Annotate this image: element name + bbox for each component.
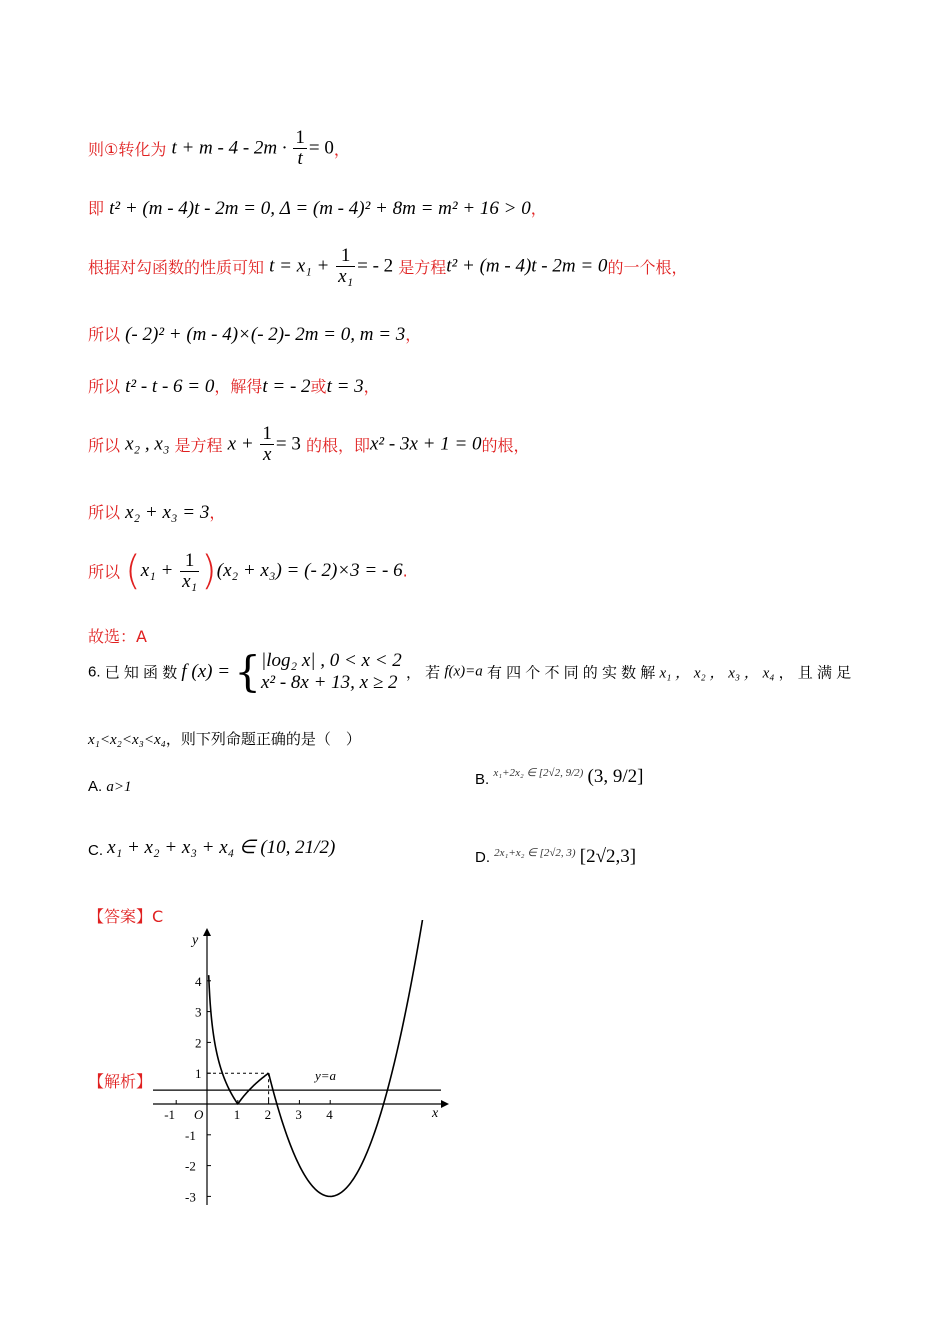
math-expression: x₂ + x₃ = 3: [125, 502, 210, 523]
text: 所以: [88, 503, 121, 522]
curves: [153, 920, 441, 1196]
line-1: [88, 128, 350, 169]
y-tick-label: 4: [195, 973, 202, 989]
text: ，: [333, 140, 350, 159]
y-tick-label: -2: [185, 1158, 196, 1174]
math-expression: (- 2)² + (m - 4)×(- 2)- 2m = 0, m = 3: [125, 324, 406, 345]
line-5: [88, 374, 380, 398]
x-tick-label: 4: [326, 1107, 333, 1122]
text: 的一个根，: [607, 258, 688, 277]
text: 是方程: [174, 436, 223, 455]
right-paren: ): [201, 548, 217, 594]
fraction: $\frac{1}{\text{x₁}}$: [338, 245, 354, 287]
line-6: [88, 424, 530, 465]
function-graph: [150, 920, 450, 1210]
analysis-label: 【解析】: [88, 1072, 153, 1091]
case-2: x² - 8x + 13, x ≥ 2: [260, 672, 398, 693]
left-paren: (: [125, 548, 141, 594]
math-expression: t² - t - 6 = 0: [125, 376, 215, 397]
option-d[interactable]: D. $^{2x_1+x_2 \in [2√2, 3)}$ [2√2,3]: [475, 846, 637, 867]
text: 所以: [88, 377, 121, 396]
text: ，: [405, 325, 422, 344]
math-expression: t² + (m - 4)t - 2m = 0, Δ = (m - 4)² + 8m = m² + 16 > 0: [109, 198, 531, 219]
text: 有 四 个 不 同 的 实 数 解: [486, 664, 656, 682]
math-expression: x₁ +: [140, 560, 179, 581]
text: 即: [88, 199, 105, 218]
math-expression: x +: [227, 433, 259, 455]
text: 或: [310, 377, 327, 396]
text: 则①转化为: [88, 140, 167, 159]
math-expression: = 0: [308, 137, 334, 159]
math-expression: f(x)=a: [444, 663, 483, 680]
math-expression: (x₂ + x₃) = (- 2)×3 = - 6: [216, 560, 403, 581]
text: 所以: [88, 436, 121, 455]
text: ，: [209, 503, 226, 522]
math-expression: t = - 2: [262, 376, 311, 397]
math-expression: x² - 3x + 1 = 0: [369, 433, 482, 455]
fraction: $\frac{1}{\text{x₁}}$: [182, 549, 198, 592]
x-tick-label: -1: [164, 1107, 176, 1122]
answer-label: 【答案】C: [88, 907, 164, 926]
text: .: [402, 561, 408, 581]
series-log-curve: [209, 975, 269, 1104]
y-tick-label: -3: [185, 1189, 196, 1205]
series-parabola-curve: [269, 920, 425, 1196]
math-expression: f (x) =: [181, 661, 231, 682]
text: ，解得: [214, 377, 263, 396]
y-tick-label: 3: [195, 1004, 202, 1020]
math-expression: t² + (m - 4)t - 2m = 0: [446, 255, 608, 277]
origin-label: O: [194, 1107, 204, 1122]
y-tick-label: 1: [195, 1066, 202, 1082]
text: ，: [363, 377, 380, 396]
question-6: [88, 647, 868, 696]
math-expression: x₁ ， x₂ ， x₃ ， x₄: [659, 665, 775, 682]
fraction: $\frac{1}{x}$: [262, 423, 272, 465]
line-7: [88, 500, 225, 524]
option-b[interactable]: B. $^{x_1+2x_2 \in [2√2, 9/2)}$ (3, 9/2]: [475, 766, 644, 788]
math-expression: x₁<x₂<x₃<x₄: [88, 732, 166, 748]
math-expression: t + m - 4 - 2m ·: [171, 137, 292, 159]
text: 故选：A: [88, 627, 147, 646]
text: 所以: [88, 562, 121, 582]
line-4: [88, 322, 421, 346]
x-tick-label: 3: [295, 1107, 302, 1122]
fraction: $\frac{1}{t}$: [295, 127, 305, 169]
x-axis-label: x: [432, 1106, 439, 1121]
piecewise: { |log₂ x| , 0 < x < 2 x² - 8x + 13, x ≥ 2: [234, 647, 402, 696]
dashed-guide: [207, 1073, 269, 1104]
line-3: [88, 246, 687, 287]
text: ， 若: [405, 664, 441, 682]
math-expression: = - 2: [357, 255, 394, 277]
text: 根据对勾函数的性质可知: [88, 258, 265, 277]
text: ，则下列命题正确的是（ ）: [165, 731, 361, 748]
line-8: [88, 548, 408, 594]
text: ， 且 满 足: [778, 664, 852, 682]
line-2: [88, 196, 547, 220]
math-expression: t = x₁ +: [269, 255, 335, 277]
text: 已 知 函 数: [104, 664, 178, 682]
option-c[interactable]: C. x₁ + x₂ + x₃ + x₄ ∈ (10, 21/2): [88, 837, 336, 859]
text: 的根，即: [305, 436, 370, 455]
math-expression: x₂ , x₃: [125, 433, 170, 455]
math-expression: t = 3: [326, 376, 364, 397]
text: 是方程: [398, 258, 447, 277]
text: ，: [530, 199, 547, 218]
y-tick-label: 2: [195, 1035, 202, 1051]
x-tick-label: 1: [233, 1107, 241, 1122]
choose-line: [88, 624, 147, 647]
case-1: |log₂ x| , 0 < x < 2: [260, 650, 402, 671]
y-axis-label: y: [192, 933, 199, 948]
text: 所以: [88, 325, 121, 344]
x-axis-arrow: [441, 1100, 449, 1108]
question-number: 6.: [88, 663, 101, 681]
ticks: [164, 974, 333, 1205]
x-tick-label: 2: [264, 1107, 272, 1122]
y-tick-label: -1: [185, 1127, 196, 1143]
line-annotation: y=a: [315, 1068, 337, 1083]
y-axis-arrow: [203, 928, 211, 936]
option-a[interactable]: A. a>1: [88, 778, 132, 795]
text: 的根，: [481, 436, 530, 455]
math-expression: = 3: [275, 433, 301, 455]
question-6-line-2: [88, 728, 361, 749]
